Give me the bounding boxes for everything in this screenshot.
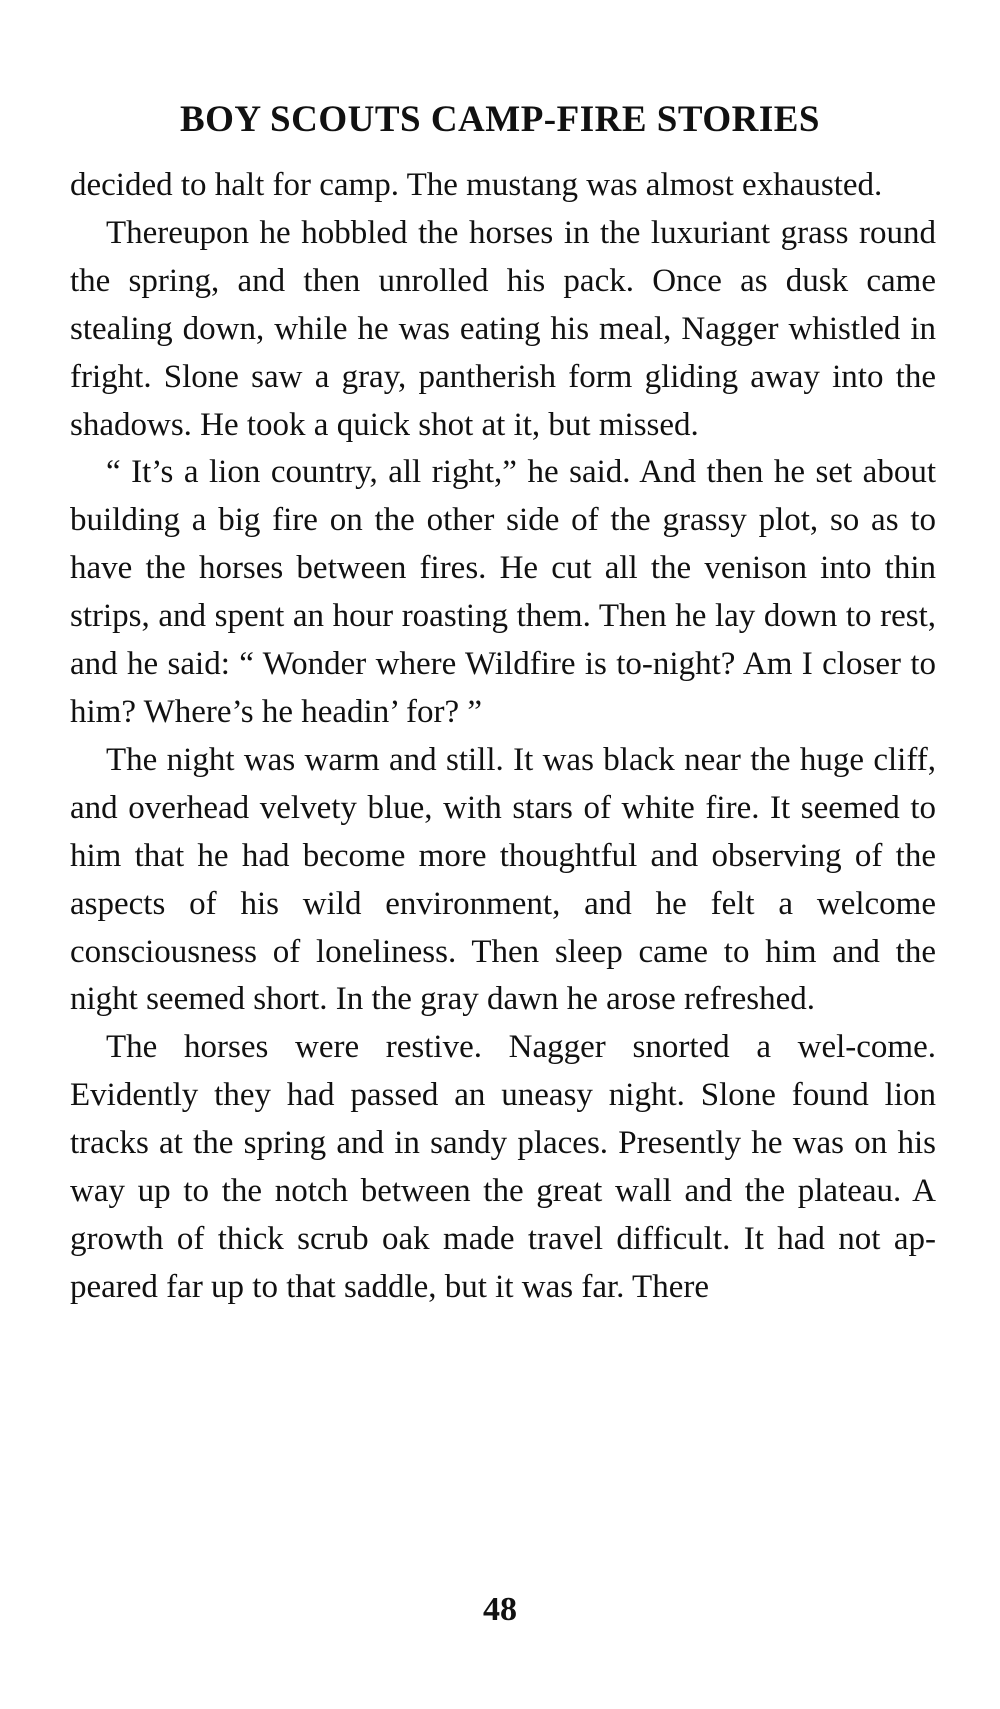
paragraph-3: “ It’s a lion country, all right,” he said. And then he set about building a big fire on the other side of the grassy plot, so as to have the horses between fires. He cut all the venison into thin strips, and spent an hour roasting them. Then he lay down to rest, and he said: “ Wonder where Wildfire is to-night? Am I closer to him? Where’s he headin’ for? ” — [70, 454, 936, 730]
paragraph-5: The horses were restive. Nagger snorted a wel-come. Evidently they had passed an uneasy night. Slone found lion tracks at the spring and in sandy places. Presently he was on his way up to the notch between the great wall and the plateau. A growth of thick scrub oak made travel difficult. It had not ap-peared far up to that saddle, but it was far. There — [70, 1029, 936, 1305]
page-number: 48 — [483, 1591, 517, 1628]
running-head: BOY SCOUTS CAMP-FIRE STORIES — [179, 99, 821, 140]
paragraph-1: decided to halt for camp. The mustang was almost exhausted. — [70, 167, 883, 203]
paragraph-4: The night was warm and still. It was black near the huge cliff, and overhead velvety blue, with stars of white fire. It seemed to him that he had become more thoughtful and observing of the aspects of his wild environment, and he felt a welcome consciousness of loneliness. Then sleep came to him and the night seemed short. In the gray dawn he arose refreshed. — [70, 741, 936, 1018]
body-text — [70, 162, 936, 1312]
paragraph-2: Thereupon he hobbled the horses in the luxuriant grass round the spring, and then unrolled his pack. Once as dusk came stealing down, while he was eating his meal, Nagger whistled in fright. Slone saw a gray, pantherish form gliding away into the shadows. He took a quick shot at it, but missed. — [70, 214, 936, 443]
